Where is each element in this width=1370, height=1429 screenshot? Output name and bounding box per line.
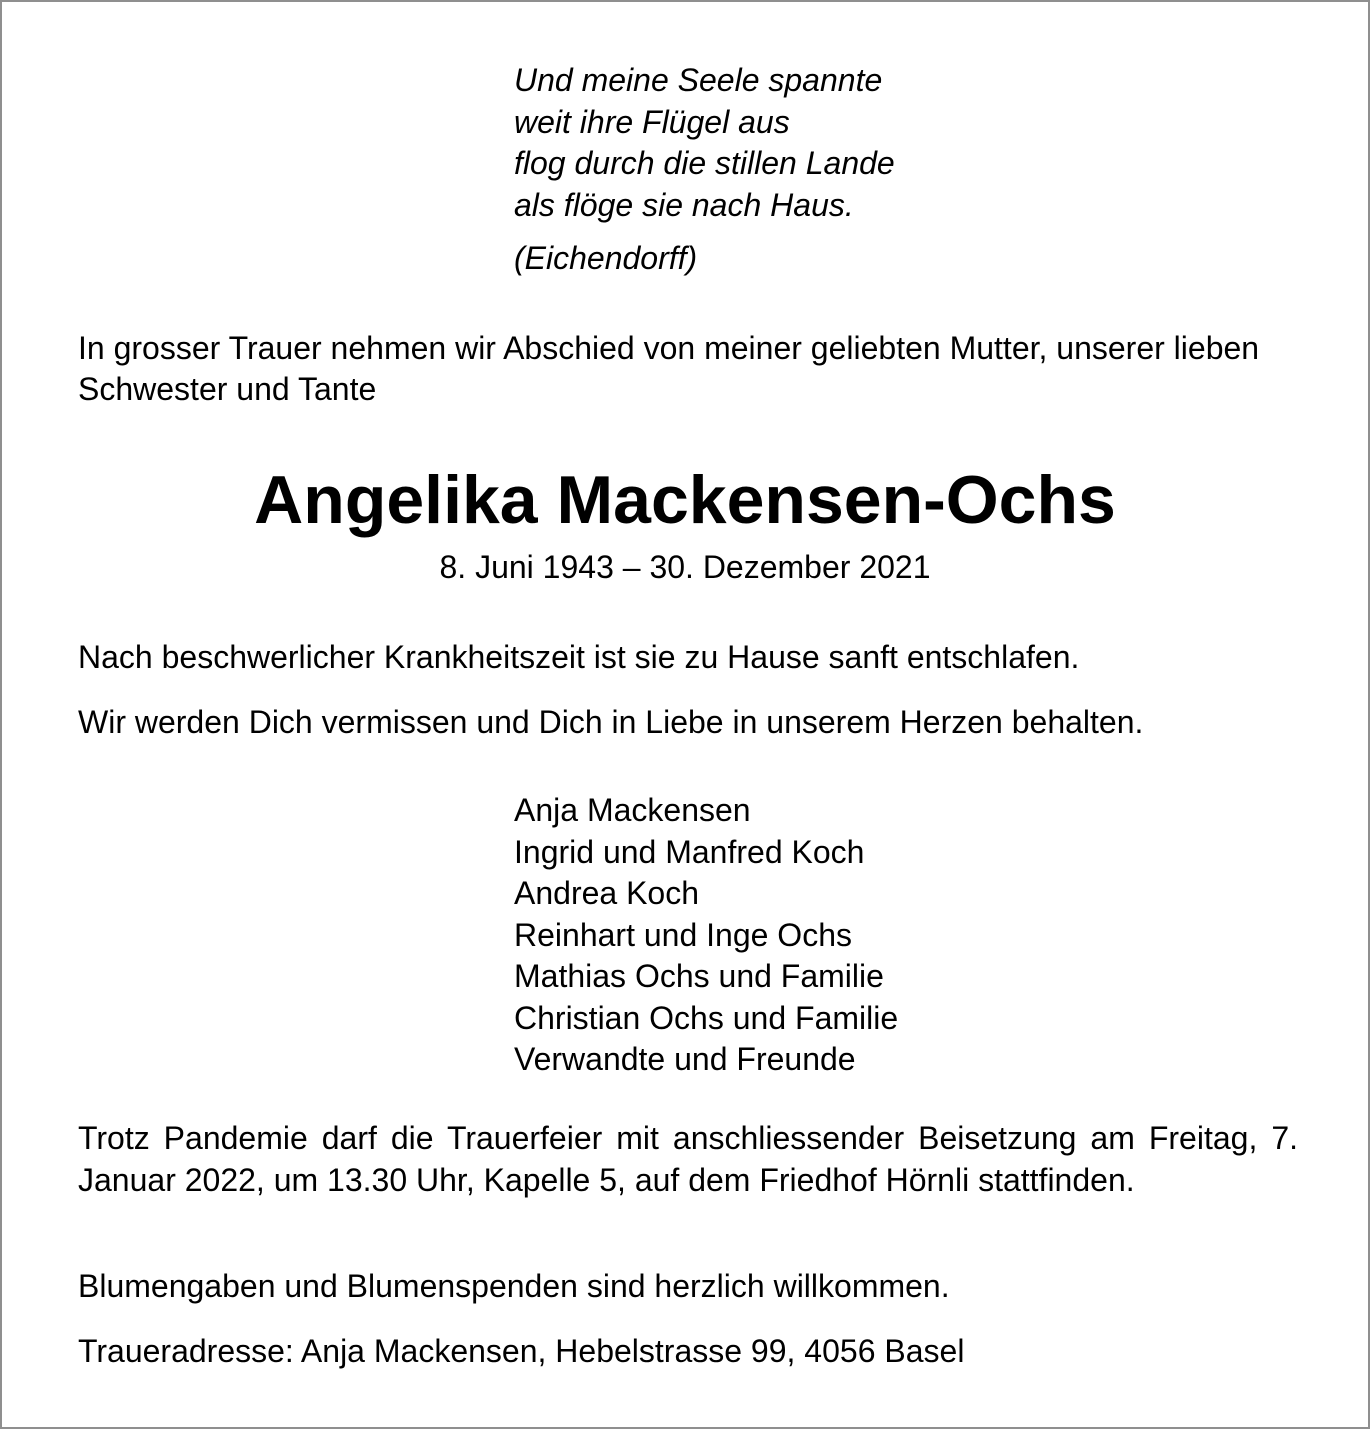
flowers-note: Blumengaben und Blumenspenden sind herzlich willkommen.	[78, 1268, 950, 1304]
poem-line: als flöge sie nach Haus.	[514, 186, 854, 223]
statement-passing: Nach beschwerlicher Krankheitszeit ist sie zu Hause sanft entschlafen.	[78, 639, 1080, 675]
mourner-item: Christian Ochs und Familie	[514, 999, 899, 1036]
intro-text: In grosser Trauer nehmen wir Abschied von meiner geliebten Mutter, unserer lieben Schwester und Tante	[78, 330, 1260, 407]
poem-line: flog durch die stillen Lande	[514, 145, 895, 181]
mourner-item: Verwandte und Freunde	[514, 1041, 856, 1077]
mourner-item: Mathias Ochs und Familie	[514, 958, 884, 994]
poem-author: (Eichendorff)	[514, 240, 698, 276]
life-dates: 8. Juni 1943 – 30. Dezember 2021	[439, 549, 931, 585]
mourners-list	[514, 790, 898, 1081]
mourning-address: Traueradresse: Anja Mackensen, Hebelstrasse 99, 4056 Basel	[78, 1333, 965, 1369]
ceremony-info: Trotz Pandemie darf die Trauerfeier mit anschliessender Beisetzung am Freitag, 7. Januar 2022, um 13.30 Uhr, Kapelle 5, auf dem Friedhof Hörnli stattfinden.	[78, 1120, 1298, 1198]
mourner-item: Andrea Koch	[514, 875, 700, 911]
poem-line: weit ihre Flügel aus	[514, 103, 790, 140]
statement-remembrance: Wir werden Dich vermissen und Dich in Liebe in unserem Herzen behalten.	[78, 704, 1144, 740]
deceased-name: Angelika Mackensen-Ochs	[254, 462, 1116, 538]
mourner-item: Reinhart und Inge Ochs	[514, 916, 852, 953]
mourner-item: Ingrid und Manfred Koch	[514, 833, 865, 870]
mourner-item: Anja Mackensen	[514, 792, 751, 828]
poem	[514, 60, 895, 226]
poem-line: Und meine Seele spannte	[514, 62, 883, 98]
